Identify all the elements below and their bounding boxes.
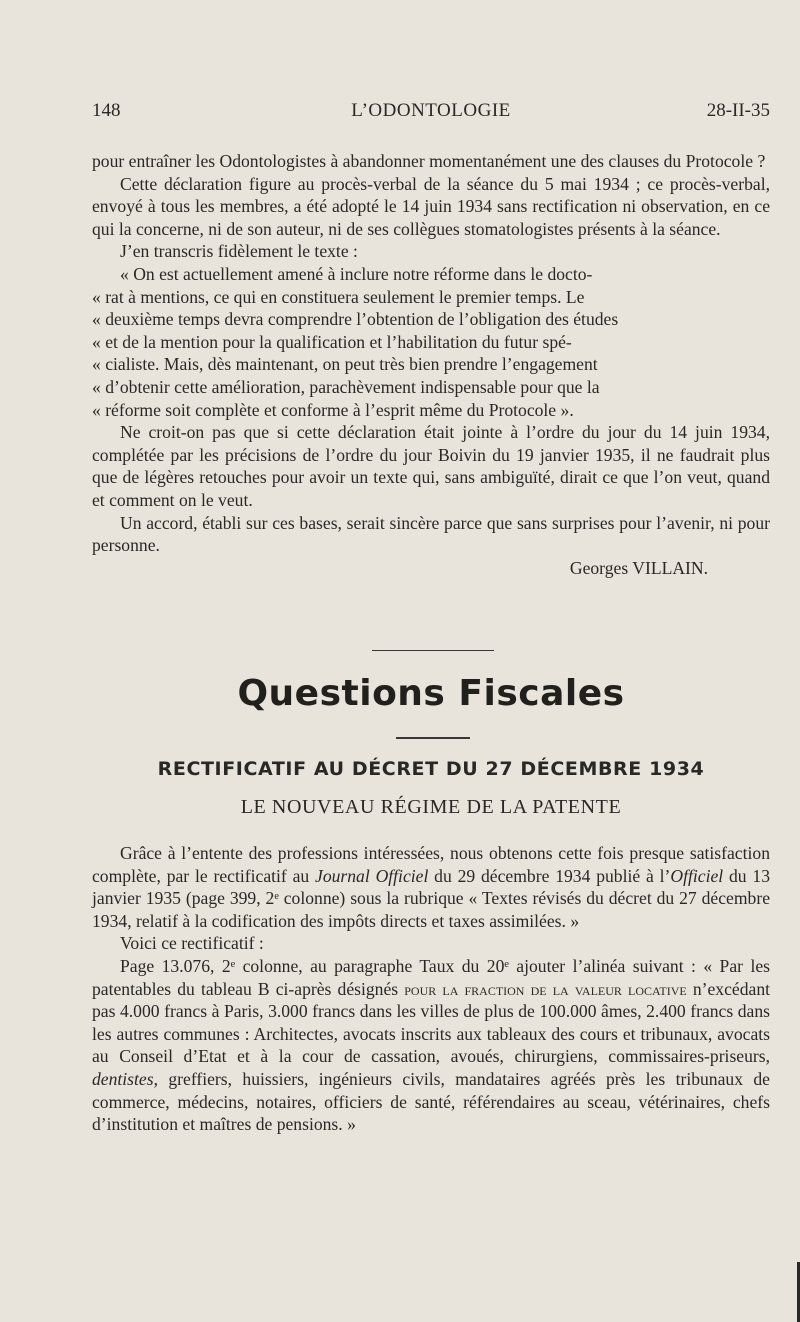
quoted-declaration: [92, 263, 770, 421]
article-body: [92, 842, 770, 1136]
author-signature: Georges VILLAIN.: [569, 557, 708, 578]
page-header: [92, 100, 770, 128]
publication-name: Journal Officiel: [315, 865, 429, 886]
page-number: 148: [92, 100, 121, 121]
paragraph: Cette déclaration figure au procès-verbal de la séance du 5 mai 1934 ; ce procès-verbal, envoyé à tous les membres, a été adopté le 14 juin 1934 sans rectification ni observation, en ce qui la concerne, ni de son auteur, ni de ses collègues stomatologistes présents à la séance.: [92, 173, 770, 239]
quote-line: « d’obtenir cette amélioration, parachèvement indispensable pour que la: [92, 376, 600, 397]
article-heading: RECTIFICATIF AU DÉCRET DU 27 DÉCEMBRE 1934: [157, 758, 705, 780]
section-title: Questions Fiscales: [237, 673, 625, 714]
journal-title: L’ODONTOLOGIE: [351, 100, 511, 121]
paragraph: J’en transcris fidèlement le texte :: [120, 241, 358, 262]
quote-line: « réforme soit complète et conforme à l’esprit même du Protocole ».: [92, 399, 574, 420]
quote-line: « On est actuellement amené à inclure notre réforme dans le docto-: [120, 263, 593, 284]
quote-line: « et de la mention pour la qualification et l’habilitation du futur spé-: [92, 331, 572, 352]
quote-line: « rat à mentions, ce qui en constituera seulement le premier temps. Le: [92, 286, 585, 307]
paragraph: Un accord, établi sur ces bases, serait sincère parce que sans surprises pour l’avenir, ni pour personne.: [92, 512, 770, 556]
paragraph: Voici ce rectificatif :: [120, 933, 264, 954]
emphasized-word: dentistes: [92, 1068, 154, 1089]
title-underline: [396, 737, 470, 739]
quote-line: « deuxième temps devra comprendre l’obtention de l’obligation des études: [92, 309, 619, 330]
paragraph: Page 13.076, 2ᵉ colonne, au paragraphe Taux du 20ᵉ ajouter l’alinéa suivant : « Par les patentables du tableau B ci-après désignés pour la fraction de la valeur locative n’excédant pas 4.000 francs à Paris, 3.000 francs dans les villes de plus de 100.000 âmes, 2.400 francs dans les autres communes : Architectes, avocats inscrits aux tableaux des cours et tribunaux, avocats au Conseil d’Etat et à la cour de cassation, avoués, chirurgiens, commissaires-priseurs, dentistes, greffiers, huissiers, ingénieurs civils, mandataires agréés près les tribunaux de commerce, médecins, notaires, officiers de santé, référendaires au sceau, vétérinaires, chefs d’institution et maîtres de pensions. »: [92, 955, 771, 1135]
paragraph: pour entraîner les Odontologistes à abandonner momentanément une des clauses du Protocole ?: [92, 151, 766, 171]
quote-line: « cialiste. Mais, dès maintenant, on peut très bien prendre l’engagement: [92, 354, 598, 375]
paragraph: Grâce à l’entente des professions intéressées, nous obtenons cette fois presque satisfaction complète, par le rectificatif au Journal Officiel du 29 décembre 1934 publié à l’Officiel du 13 janvier 1935 (page 399, 2ᵉ colonne) sous la rubrique « Textes révisés du décret du 27 décembre 1934, relatif à la codification des impôts directs et taxes assimilées. »: [92, 843, 770, 931]
article-subheading: LE NOUVEAU RÉGIME DE LA PATENTE: [240, 796, 622, 818]
issue-date: 28-II-35: [706, 100, 770, 121]
article-continuation: [92, 150, 770, 579]
section-divider: [372, 650, 494, 651]
paragraph: Ne croit-on pas que si cette déclaration était jointe à l’ordre du jour du 14 juin 1934, complétée par les précisions de l’ordre du jour Boivin du 19 janvier 1935, il ne faudrait plus que de légères retouches pour avoir un texte qui, sans ambiguïté, dirait ce que l’on veut, quand et comment on le veut.: [92, 422, 770, 510]
publication-name: Officiel: [670, 865, 724, 886]
small-caps-phrase: pour la fraction de la valeur locative: [404, 978, 687, 999]
